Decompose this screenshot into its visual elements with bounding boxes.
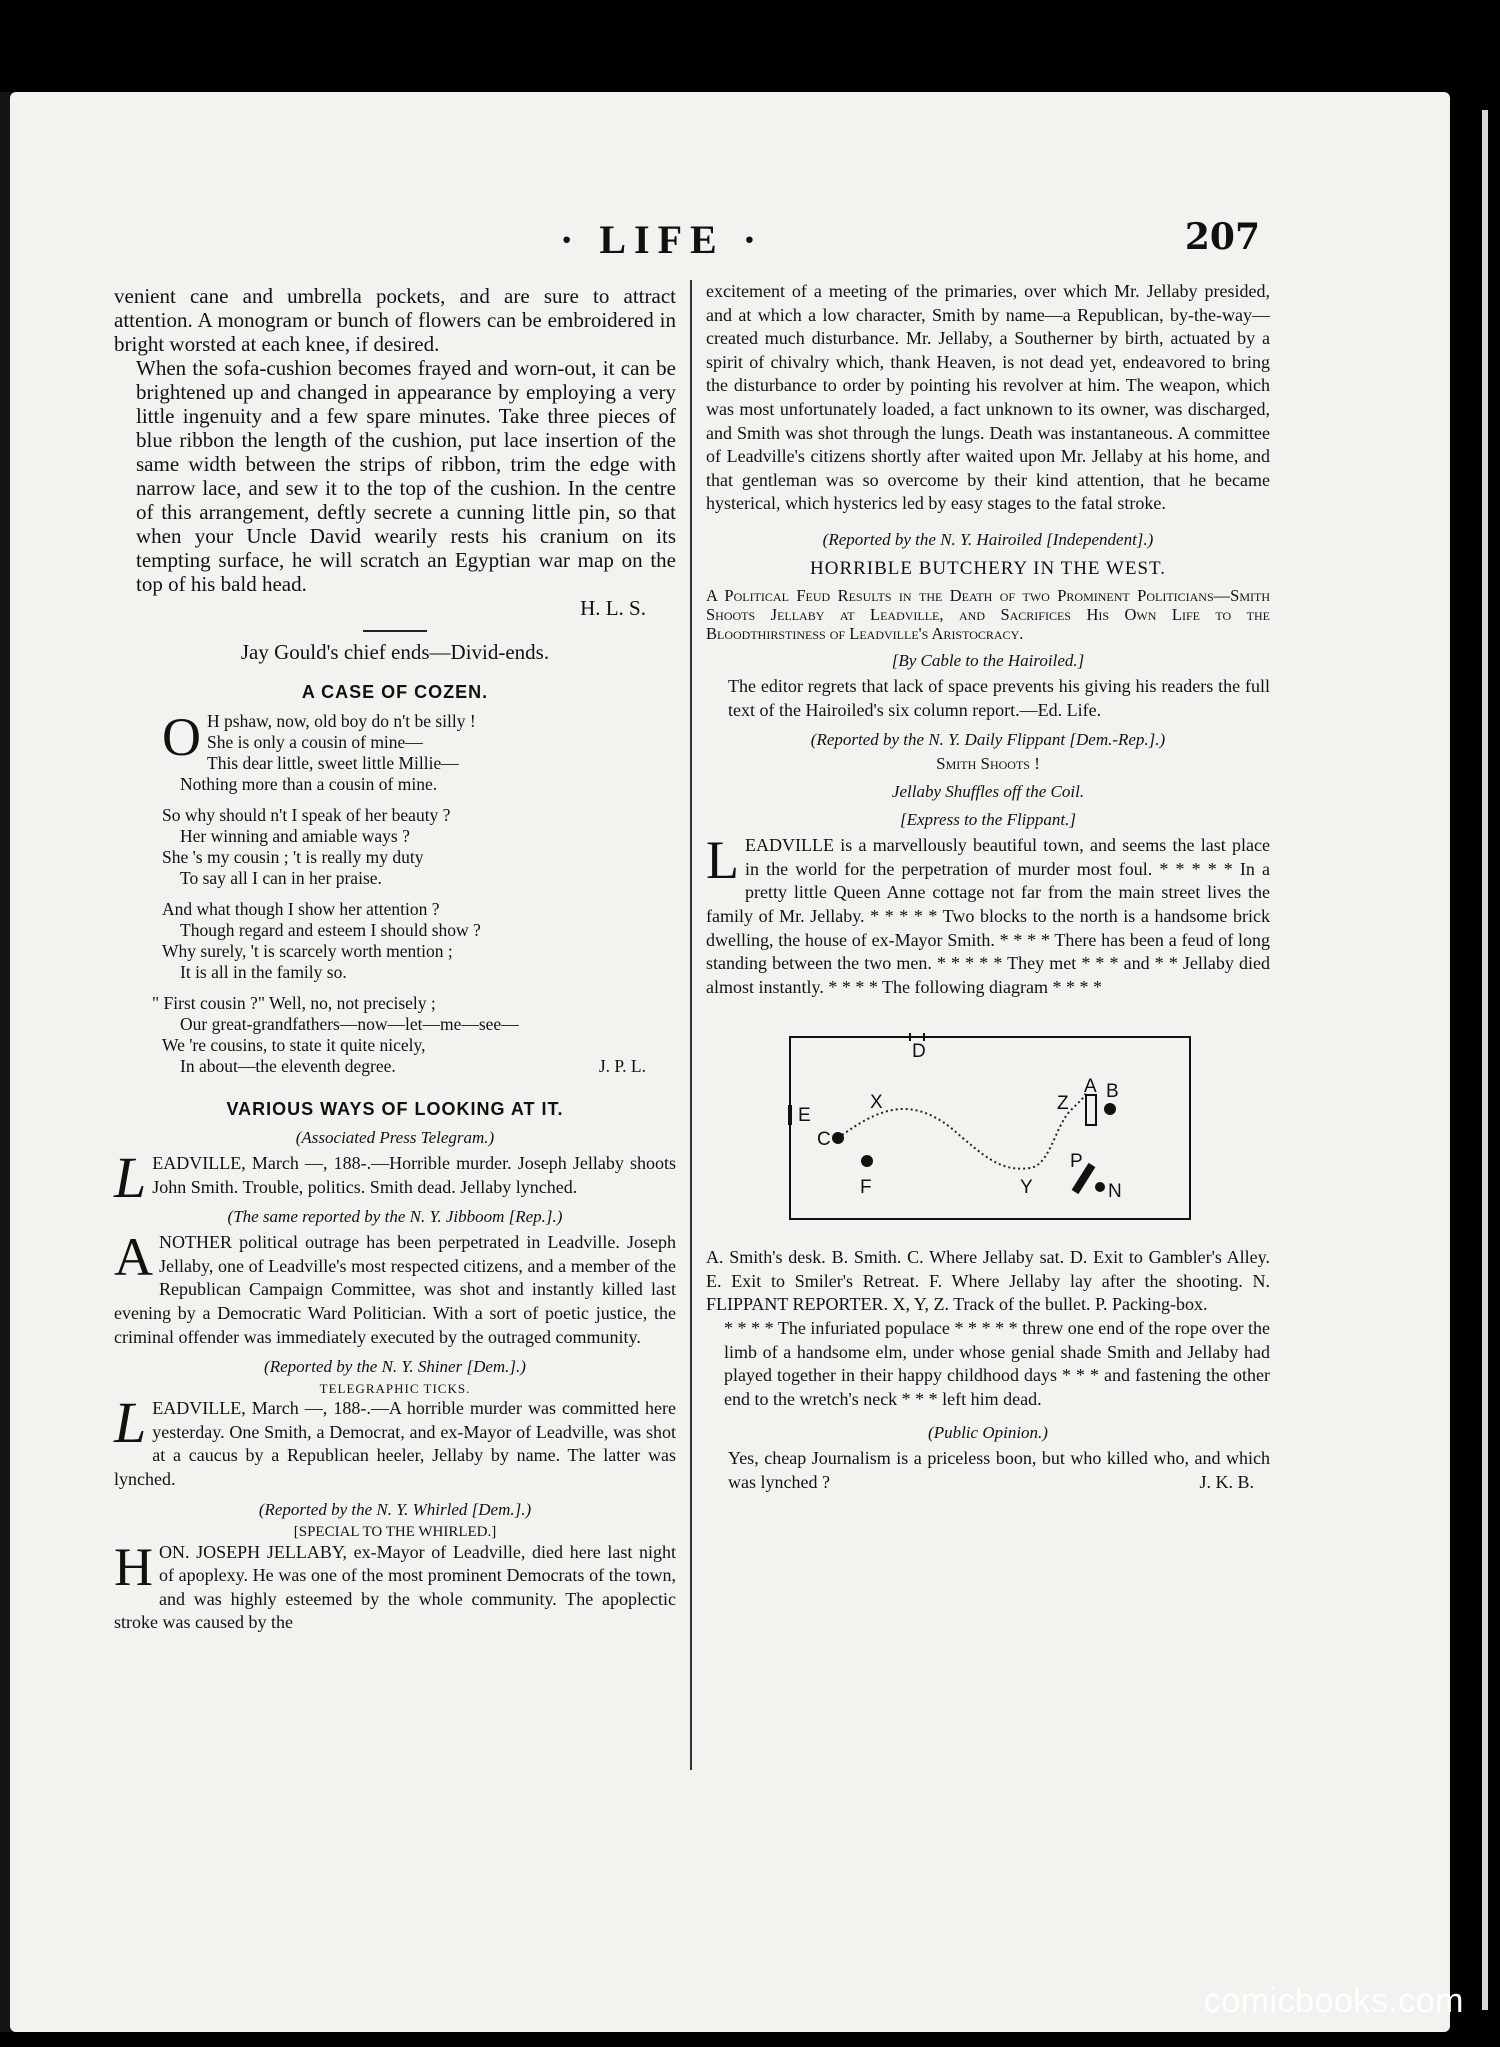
express-heading: [Express to the Flippant.] <box>900 810 1076 830</box>
report-text: EADVILLE, March —, 188-.—Horrible murder. Joseph Jellaby shoots John Smith. Trouble, politics. Smith dead. Jellaby lynched. <box>152 1153 676 1197</box>
report-text: EADVILLE is a marvellously beautiful town, and seems the last place in the world for the perpetration of murder most foul. * * * * * In a pretty little Queen Anne cottage not far from the main street lives the family of Mr. Jellaby. * * * * * Two blocks to the north is a handsome brick dwelling, the house of ex-Mayor Smith. * * * * There has been a feud of long standing between the two men. * * * * * They met * * * and * * Jellaby died almost instantly. * * * * The following diagram * * * * <box>706 835 1270 997</box>
whirled-heading: (Reported by the N. Y. Whirled [Dem.].) <box>258 1499 532 1519</box>
associated-press-heading: (Associated Press Telegram.) <box>295 1128 495 1147</box>
dropcap: A <box>114 1227 153 1288</box>
dropcap: H <box>114 1536 153 1597</box>
poem-line: Her winning and amiable ways ? <box>180 826 410 846</box>
poem-signature: J. P. L. <box>598 1056 646 1076</box>
label-f: F <box>860 1177 872 1199</box>
jibboom-report <box>114 1227 676 1349</box>
dropcap: L <box>114 1390 147 1456</box>
sofa-paragraph-2: When the sofa-cushion becomes frayed and worn-out, it can be brightened up and changed in appearance by employing a very little ingenuity and a few spare minutes. Take three pieces of blue ribbon the length of the cushion, put lace insertion of the same width between the strips of ribbon, trim the edge with narrow lace, and sew it to the top of the cushion. In the centre of this arrangement, deftly secrete a cunning little pin, so that when your Uncle David wearily rests his cranium on its tempting surface, he will scratch an Egyptian war map on the top of his bald head. <box>136 356 676 596</box>
poem-line: This dear little, sweet little Millie— <box>207 753 459 773</box>
dropcap: L <box>706 830 739 891</box>
label-y: Y <box>1020 1177 1033 1199</box>
poem-line: We 're cousins, to state it quite nicely, <box>162 1035 426 1055</box>
label-x: X <box>870 1092 883 1114</box>
poem-line: So why should n't I speak of her beauty ? <box>162 805 451 825</box>
poem-line: To say all I can in her praise. <box>180 868 382 888</box>
murder-diagram <box>720 1017 1220 1232</box>
shiner-report <box>114 1390 676 1491</box>
point-c <box>832 1132 844 1144</box>
poem-stanza <box>162 707 676 795</box>
report-text: ON. JOSEPH JELLABY, ex-Mayor of Leadville, died here last night of apoplexy. He was one of the most prominent Democrats of the town, and was highly esteemed by the whole community. The apoplectic stroke was caused by the <box>114 1541 676 1633</box>
left-column <box>114 284 676 1635</box>
poem-line: Nothing more than a cousin of mine. <box>180 774 438 794</box>
page-number: 207 <box>1184 216 1260 258</box>
poem-dropcap: O <box>162 707 201 767</box>
associated-press-report <box>114 1145 676 1210</box>
smiths-desk <box>1086 1095 1096 1125</box>
label-b: B <box>1106 1081 1119 1103</box>
poem-stanza <box>162 805 676 889</box>
jay-gould-quip <box>114 640 676 664</box>
special-to-whirled: [SPECIAL TO THE WHIRLED.] <box>293 1523 497 1540</box>
diagram-legend: A. Smith's desk. B. Smith. C. Where Jellaby sat. D. Exit to Gambler's Alley. E. Exit to Smiler's Retreat. F. Where Jellaby lay after the shooting. N. FLIPPANT REPORTER. X, Y, Z. Track of the bullet. P. Packing-box. <box>706 1247 1270 1315</box>
poem-line: Though regard and esteem I should show ? <box>180 920 481 940</box>
sofa-paragraph-1: venient cane and umbrella pockets, and are sure to attract attention. A monogram or bunch of flowers can be embroidered in bright worsted at each knee, if desired. <box>114 284 676 356</box>
various-ways-title: VARIOUS WAYS OF LOOKING AT IT. <box>226 1099 564 1119</box>
label-c: C <box>817 1129 831 1151</box>
dropcap: L <box>114 1145 147 1210</box>
magazine-title: · LIFE · <box>560 217 765 262</box>
smith-shoots: Smith Shoots ! <box>936 754 1040 774</box>
editor-note: The editor regrets that lack of space prevents his giving his readers the full text of the Hairoiled's six column report.—Ed. Life. <box>728 675 1270 720</box>
page-edge-shadow <box>1482 110 1488 2010</box>
watermark: comicbooks.com <box>1203 1982 1464 2020</box>
shiner-heading: (Reported by the N. Y. Shiner [Dem.].) <box>264 1357 526 1377</box>
column-divider <box>690 280 692 1770</box>
whirled-report <box>114 1536 676 1635</box>
poem-title: A CASE OF COZEN. <box>301 682 489 702</box>
poem-line: And what though I show her attention ? <box>162 899 440 919</box>
point-n <box>1095 1182 1105 1192</box>
hairoiled-heading: (Reported by the N. Y. Hairoiled [Independent].) <box>822 529 1154 549</box>
jellaby-shuffles: Jellaby Shuffles off the Coil. <box>891 782 1085 802</box>
poem-line: She 's my cousin ; 't is really my duty <box>162 847 424 867</box>
poem-line: Our great-grandfathers—now—let—me—see— <box>180 1014 519 1034</box>
poem-line: She is only a cousin of mine— <box>207 732 423 752</box>
flippant-report <box>706 830 1270 999</box>
signature-jkb: J. K. B. <box>1199 1471 1254 1492</box>
poem <box>114 707 676 1077</box>
report-text: NOTHER political outrage has been perpetrated in Leadville. Joseph Jellaby, one of Leadville's most respected citizens, and a member of the Republican Campaign Committee, was shot and instantly killed last evening by a Democratic Ward Politician. With a sort of poetic justice, the criminal offender was immediately executed by the outraged community. <box>114 1232 676 1347</box>
poem-line: It is all in the family so. <box>180 962 347 982</box>
telegraphic-ticks: TELEGRAPHIC TICKS. <box>319 1381 471 1397</box>
point-f <box>861 1155 873 1167</box>
report-text: EADVILLE, March —, 188-.—A horrible murder was committed here yesterday. One Smith, a Democrat, and ex-Mayor of Leadville, was shot at a caucus by a Republican heeler, Jellaby by name. The latter was lynched. <box>114 1398 676 1489</box>
label-a: A <box>1084 1076 1097 1098</box>
butchery-subtitle: A Political Feud Results in the Death of two Prominent Politicians—Smith Shoots Jellaby at Leadville, and Sacrifices His Own Life to the Bloodthirstiness of Leadville's Aristocracy. <box>706 585 1270 643</box>
jibboom-heading: (The same reported by the N. Y. Jibboom [Rep.].) <box>227 1207 563 1227</box>
public-opinion-heading: (Public Opinion.) <box>928 1423 1048 1443</box>
jay-gould-text: Jay Gould's chief ends—Divid-ends. <box>240 640 550 664</box>
page-header <box>560 216 1260 266</box>
label-n: N <box>1108 1181 1122 1203</box>
butchery-title: HORRIBLE BUTCHERY IN THE WEST. <box>810 557 1166 579</box>
flippant-heading: (Reported by the N. Y. Daily Flippant [Dem.-Rep.].) <box>810 730 1166 750</box>
label-e: E <box>798 1105 811 1127</box>
poem-line: Why surely, 't is scarcely worth mention ; <box>162 941 453 961</box>
poem-line: H pshaw, now, old boy do n't be silly ! <box>207 711 476 731</box>
poem-stanza <box>152 993 676 1077</box>
final-paragraph: Yes, cheap Journalism is a priceless boon, but who killed who, and which was lynched ? <box>728 1448 1270 1493</box>
poem-stanza <box>162 899 676 983</box>
poem-line: " First cousin ?" Well, no, not precisely ; <box>152 993 436 1013</box>
poem-line <box>152 1056 676 1077</box>
right-column <box>706 280 1270 1494</box>
point-b <box>1104 1103 1116 1115</box>
populace-paragraph: * * * * The infuriated populace * * * * * threw one end of the rope over the limb of a handsome elm, under whose genial shade Smith and Jellaby had played together in their happy childhood days * * * and fastening the other end to the wretch's neck * * * left him dead. <box>724 1318 1270 1409</box>
whirled-continued: excitement of a meeting of the primaries, over which Mr. Jellaby presided, and at which a low character, Smith by name—a Republican, by-the-way—created much disturbance. Mr. Jellaby, a Southerner by birth, actuated by a spirit of chivalry which, thank Heaven, is not dead yet, endeavored to bring the disturbance to order by pointing his revolver at him. The weapon, which was most unfortunately loaded, a fact unknown to its owner, was discharged, and Smith was shot through the lungs. Death was instantaneous. A committee of Leadville's citizens shortly after waited upon Mr. Jellaby at his home, and that gentleman was so overcome by their kind attention, that he became hysterical, which hysterics led by easy stages to the fatal stroke. <box>706 281 1270 514</box>
label-z: Z <box>1057 1093 1069 1115</box>
label-p: P <box>1070 1151 1083 1173</box>
signature-hls: H. L. S. <box>580 596 646 620</box>
room-outline <box>790 1037 1190 1219</box>
label-d: D <box>912 1041 926 1063</box>
poem-last-line: In about—the eleventh degree. <box>180 1056 396 1076</box>
divider-rule <box>363 630 427 632</box>
cable-heading: [By Cable to the Hairoiled.] <box>891 650 1085 670</box>
